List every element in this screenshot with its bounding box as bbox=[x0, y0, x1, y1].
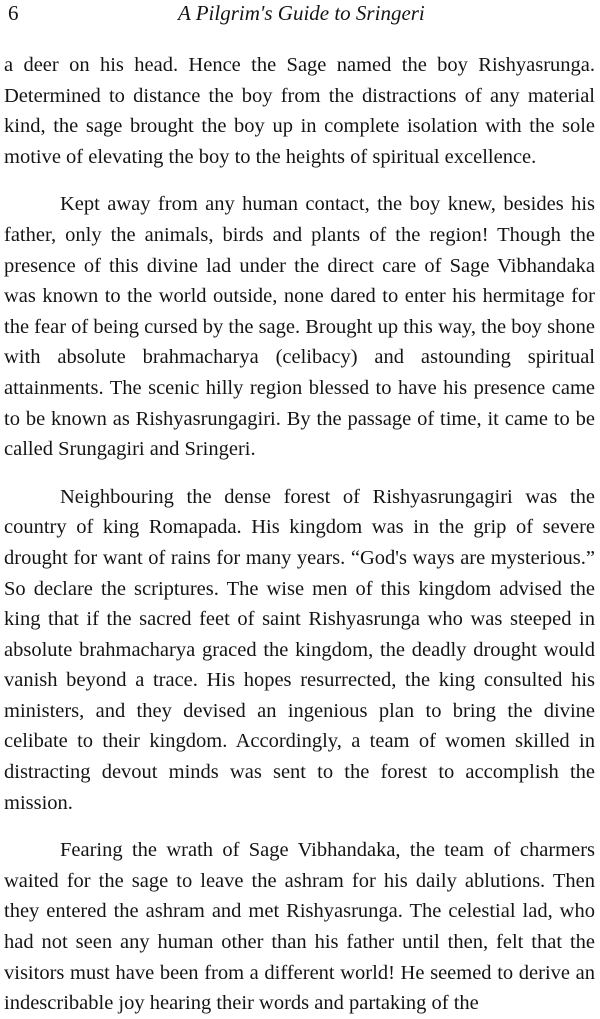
running-head bbox=[0, 0, 600, 36]
paragraph: Fearing the wrath of Sage Vibhandaka, the team of charmers waited for the sage to leave the ashram for his daily ablutions. Then they entered the ashram and met Rishyasrunga. The celestial lad, who had not seen any human other than his father until then, felt that the visitors must have been from a different world! He seemed to derive an indescribable joy hearing their words and partaking of the bbox=[4, 839, 595, 1015]
running-title: A Pilgrim's Guide to Sringeri bbox=[178, 1, 425, 25]
page-number: 6 bbox=[8, 1, 19, 25]
paragraph: Neighbouring the dense forest of Rishyasrungagiri was the country of king Romapada. His kingdom was in the grip of severe drought for want of rains for many years. “God's ways are mysterious.” So declare the scriptures. The wise men of this kingdom advised the king that if the sacred feet of saint Rishyasrunga who was steeped in absolute brahmacharya graced the kingdom, the deadly drought would vanish beyond a trace. His hopes resurrected, the king consulted his ministers, and they devised an ingenious plan to bring the divine celibate to their kingdom. Accordingly, a team of women skilled in distracting devout minds was sent to the forest to accomplish the mission. bbox=[4, 485, 595, 814]
body-text bbox=[4, 50, 595, 1019]
paragraph: Kept away from any human contact, the boy knew, besides his father, only the animals, birds and plants of the region! Though the presence of this divine lad under the direct care of Sage Vibhandaka was known to the world outside, none dared to enter his hermitage for the fear of being cursed by the sage. Brought up this way, the boy shone with absolute brahmacharya (celibacy) and astounding spiritual attainments. The scenic hilly region blessed to have his presence came to be known as Rishyasrungagiri. By the passage of time, it came to be called Srungagiri and Sringeri. bbox=[4, 193, 595, 461]
paragraph-continued: a deer on his head. Hence the Sage named the boy Rishyasrunga. Determined to distance the boy from the distractions of any material kind, the sage brought the boy up in complete isolation with the sole motive of elevating the boy to the heights of spiritual excellence. bbox=[4, 54, 595, 168]
